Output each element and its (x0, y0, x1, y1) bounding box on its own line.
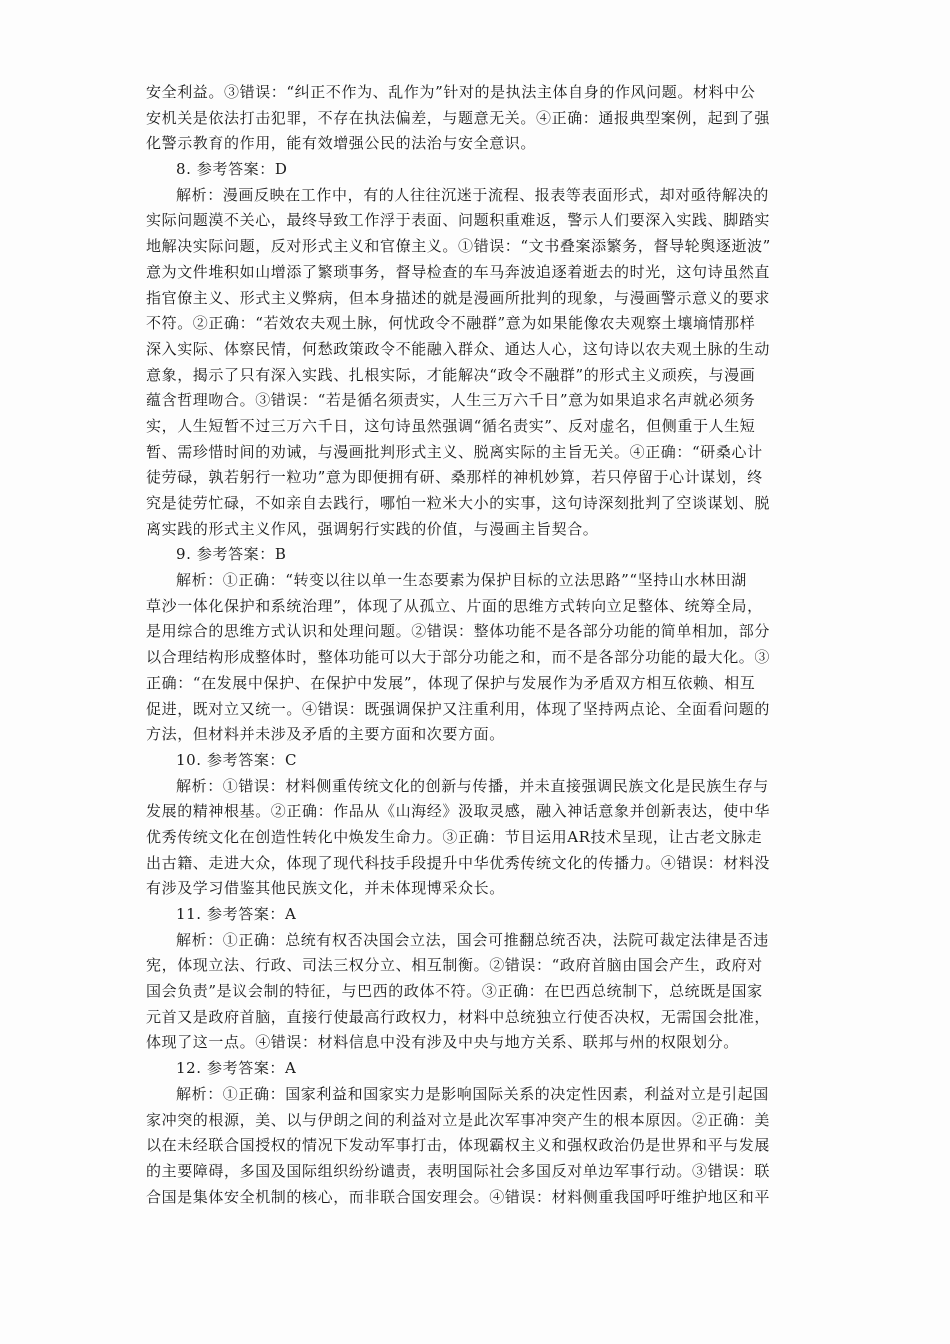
answer-explanation-text (146, 80, 804, 1210)
text-line: 实际问题漠不关心，最终导致工作浮于表面、问题积重难返，警示人们要深入实践、脚踏实 (146, 211, 771, 230)
text-line: 解析：漫画反映在工作中，有的人往往沉迷于流程、报表等表面形式，却对亟待解决的 (176, 185, 769, 204)
text-line: 安机关是依法打击犯罪，不存在执法偏差，与题意无关。④正确：通报典型案例，起到了强 (146, 108, 771, 127)
text-line: 合国是集体安全机制的核心，而非联合国安理会。④错误：材料侧重我国呼吁维护地区和平 (146, 1187, 771, 1206)
text-line: 地解决实际问题，反对形式主义和官僚主义。①错误：“文书叠案添繁务，督导轮舆逐逝波” (146, 237, 771, 256)
text-line: 元首又是政府首脑，直接行使最高行政权力，材料中总统独立行使否决权，无需国会批准， (146, 1007, 771, 1026)
text-line: 蕴含哲理吻合。③错误：“若是循名须责实，人生三万六千日”意为如果追求名声就必须务 (146, 391, 756, 410)
text-line: 究是徒劳忙碌，不如亲自去践行，哪怕一粒米大小的实事，这句诗深刻批判了空谈谋划、脱 (146, 494, 771, 512)
text-line: 国会负责”是议会制的特征，与巴西的政体不符。③正确：在巴西总统制下，总统既是国家 (146, 982, 763, 1001)
text-line: 以在未经联合国授权的情况下发动军事打击，体现霸权主义和强权政治仍是世界和平与发展 (146, 1136, 771, 1155)
text-line: 促进，既对立又统一。④错误：既强调保护又注重利用，体现了坚持两点论、全面看问题的 (146, 699, 771, 718)
text-line: 解析：①正确：国家利益和国家实力是影响国际关系的决定性因素，利益对立是引起国 (176, 1084, 769, 1103)
text-line: 体现了这一点。④错误：材料信息中没有涉及中央与地方关系、联邦与州的权限划分。 (146, 1033, 739, 1052)
text-line: 深入实际、体察民情，何愁政策政令不能融入群众、通达人心，这句诗以农夫观土脉的生动 (146, 339, 771, 358)
text-line: 方法，但材料并未涉及矛盾的主要方面和次要方面。 (146, 725, 505, 744)
text-line: 不符。②正确：“若效农夫观土脉，何忧政令不融群”意为如果能像农夫观察土壤墒情那样 (146, 314, 756, 333)
text-line: 以合理结构形成整体时，整体功能可以大于部分功能之和，而不是各部分功能的最大化。③ (146, 648, 771, 667)
text-line: 解析：①正确：“转变以往以单一生态要素为保护目标的立法思路”“坚持山水林田湖 (176, 571, 747, 590)
text-line: 实，人生短暂不过三万六千日，这句诗虽然强调“循名责实”、反对虚名，但侧重于人生短 (146, 416, 756, 435)
text-line: 发展的精神根基。②正确：作品从《山海经》汲取灵感，融入神话意象并创新表达，使中华 (146, 802, 771, 821)
text-line: 有涉及学习借鉴其他民族文化，并未体现博采众长。 (146, 879, 505, 898)
answer-heading: 12. 参考答案：A (176, 1059, 297, 1078)
answer-heading: 11. 参考答案：A (176, 905, 297, 923)
text-line: 暂、需珍惜时间的劝诫，与漫画批判形式主义、脱离实际的主旨无关。④正确：“研桑心计 (146, 442, 763, 461)
text-line: 意为文件堆积如山增添了繁琐事务，督导检查的车马奔波追逐着逝去的时光，这句诗虽然直 (146, 262, 771, 281)
text-line: 意象，揭示了只有深入实践、扎根实际，才能解决“政令不融群”的形式主义顽疾，与漫画 (146, 365, 756, 384)
text-line: 正确：“在发展中保护、在保护中发展”，体现了保护与发展作为矛盾双方相互依赖、相互 (146, 673, 756, 692)
text-line: 指官僚主义、形式主义弊病，但本身描述的就是漫画所批判的现象，与漫画警示意义的要求 (146, 288, 771, 307)
text-line: 出古籍、走进大众，体现了现代科技手段提升中华优秀传统文化的传播力。④错误：材料没 (146, 853, 771, 872)
text-line: 宪，体现立法、行政、司法三权分立、相互制衡。②错误：“政府首脑由国会产生，政府对 (146, 956, 763, 975)
text-line: 化警示教育的作用，能有效增强公民的法治与安全意识。 (146, 134, 537, 153)
text-line: 解析：①正确：总统有权否决国会立法，国会可推翻总统否决，法院可裁定法律是否违 (176, 930, 769, 949)
answer-heading: 10. 参考答案：C (176, 750, 298, 769)
text-line: 解析：①错误：材料侧重传统文化的创新与传播，并未直接强调民族文化是民族生存与 (176, 776, 769, 795)
text-line: 安全利益。③错误：“纠正不作为、乱作为”针对的是执法主体自身的作风问题。材料中公 (146, 83, 756, 101)
text-line: 离实践的形式主义作风，强调躬行实践的价值，与漫画主旨契合。 (146, 519, 599, 538)
text-line: 优秀传统文化在创造性转化中焕发生命力。③正确：节目运用AR技术呈现，让古老文脉走 (146, 827, 763, 846)
answer-heading: 8. 参考答案：D (176, 160, 288, 179)
text-line: 草沙一体化保护和系统治理”，体现了从孤立、片面的思维方式转向立足整体、统筹全局， (146, 596, 763, 615)
text-line: 家冲突的根源，美、以与伊朗之间的利益对立是此次军事冲突产生的根本原因。②正确：美 (146, 1110, 771, 1129)
text-line: 徒劳碌，孰若躬行一粒功”意为即便拥有研、桑那样的神机妙算，若只停留于心计谋划，终 (146, 468, 763, 487)
answer-heading: 9. 参考答案：B (176, 545, 287, 564)
text-line: 是用综合的思维方式认识和处理问题。②错误：整体功能不是各部分功能的简单相加，部分 (146, 622, 771, 641)
text-line: 的主要障碍，多国及国际组织纷纷谴责，表明国际社会多国反对单边军事行动。③错误：联 (146, 1161, 771, 1180)
